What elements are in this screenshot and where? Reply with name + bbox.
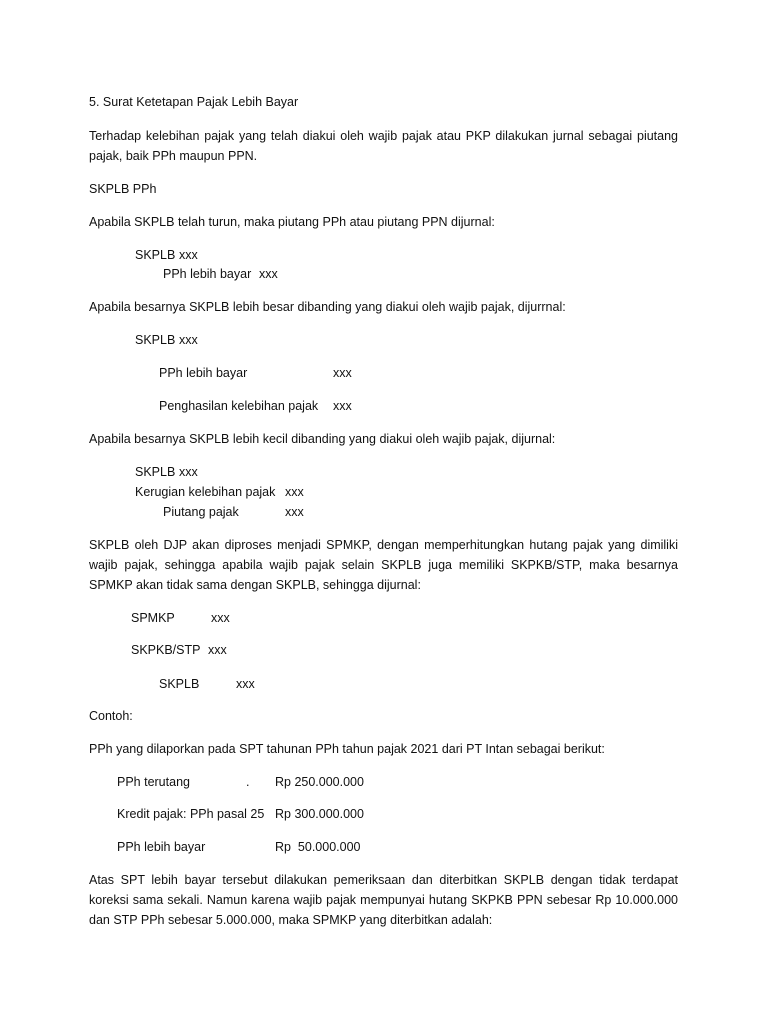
intro-paragraph: Terhadap kelebihan pajak yang telah diakui oleh wajib pajak atau PKP dilakukan jurnal sebagai piutang pajak, baik PPh maupun PPN. (89, 129, 678, 163)
case3-credit-account: Piutang pajak (163, 505, 239, 519)
case4-debit2-account: SKPKB/STP (131, 643, 201, 657)
case1-debit-amount: xxx (179, 248, 198, 262)
case3-debit1-amount: xxx (179, 465, 198, 479)
case4-credit-account: SKPLB (159, 677, 200, 691)
case3-debit1-account: SKPLB (135, 465, 176, 479)
case2-credit1-account: PPh lebih bayar (159, 366, 248, 380)
case3-debit2-amount: xxx (285, 485, 304, 499)
case3-debit2-account: Kerugian kelebihan pajak (135, 485, 276, 499)
case4-debit1-account: SPMKP (131, 611, 175, 625)
case2-credit1-amount: xxx (333, 366, 352, 380)
subheading: SKPLB PPh (89, 182, 157, 196)
closing-paragraph: Atas SPT lebih bayar tersebut dilakukan pemeriksaan dan diterbitkan SKPLB dengan tidak terdapat koreksi sama sekali. Namun karena wajib pajak mempunyai hutang SKPKB PPN sebesar Rp 10.000.000 dan STP PPh sebesar 5.000.000, maka SPMKP yang diterbitkan adalah: (89, 873, 678, 927)
case1-text: Apabila SKPLB telah turun, maka piutang PPh atau piutang PPN dijurnal: (89, 215, 495, 229)
case2-text: Apabila besarnya SKPLB lebih besar dibanding yang diakui oleh wajib pajak, dijurrnal: (89, 300, 566, 314)
case3-text: Apabila besarnya SKPLB lebih kecil dibanding yang diakui oleh wajib pajak, dijurnal: (89, 432, 556, 446)
case2-credit2-amount: xxx (333, 399, 352, 413)
case4-debit1-amount: xxx (211, 611, 230, 625)
case2-debit-amount: xxx (179, 333, 198, 347)
case1-credit-account: PPh lebih bayar (163, 267, 252, 281)
example-row-label: PPh terutang (117, 775, 190, 789)
case1-debit-account: SKPLB (135, 248, 176, 262)
example-row-amount: Rp 50.000.000 (275, 840, 361, 854)
example-row-dot: . (246, 775, 250, 789)
example-row-amount: Rp 300.000.000 (275, 807, 364, 821)
case2-credit2-account: Penghasilan kelebihan pajak (159, 399, 319, 413)
case4-credit-amount: xxx (236, 677, 255, 691)
case4-debit2-amount: xxx (208, 643, 227, 657)
case3-credit-amount: xxx (285, 505, 304, 519)
example-row-label: Kredit pajak: PPh pasal 25 (117, 807, 265, 821)
example-text: PPh yang dilaporkan pada SPT tahunan PPh tahun pajak 2021 dari PT Intan sebagai berikut: (89, 742, 605, 756)
case2-debit-account: SKPLB (135, 333, 176, 347)
section-heading: 5. Surat Ketetapan Pajak Lebih Bayar (89, 95, 299, 109)
example-row-amount: Rp 250.000.000 (275, 775, 364, 789)
example-row-label: PPh lebih bayar (117, 840, 206, 854)
case1-credit-amount: xxx (259, 267, 278, 281)
case4-paragraph: SKPLB oleh DJP akan diproses menjadi SPMKP, dengan memperhitungkan hutang pajak yang dimiliki wajib pajak, sehingga apabila wajib pajak selain SKPLB juga memiliki SKPKB/STP, maka besarnya SPMKP akan tidak sama dengan SKPLB, sehingga dijurnal: (89, 538, 678, 592)
example-label: Contoh: (89, 709, 133, 723)
